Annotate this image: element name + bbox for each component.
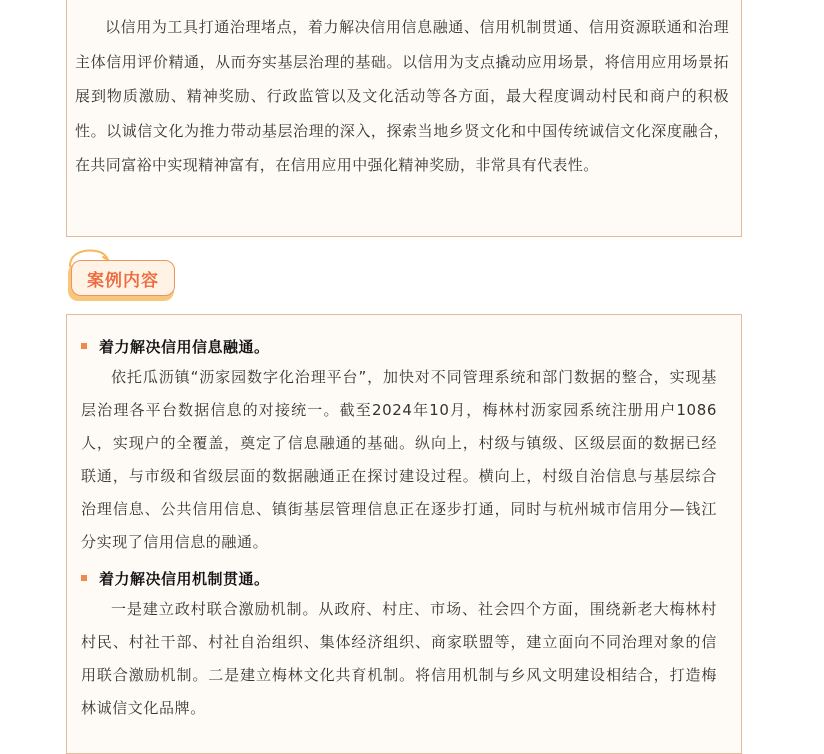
tag-label: 案例内容: [87, 270, 159, 291]
case-content-card: [66, 314, 742, 754]
section-title: 着力解决信用信息融通。: [99, 337, 270, 356]
section-title: 着力解决信用机制贯通。: [99, 569, 270, 588]
section-heading: [81, 563, 717, 593]
bullet-square-icon: [81, 575, 87, 581]
tag-box: [71, 260, 175, 296]
bullet-square-icon: [81, 343, 87, 349]
section-paragraph: 一是建立政村联合激励机制。从政府、村庄、市场、社会四个方面，围绕新老大梅林村村民、村社干部、村社自治组织、集体经济组织、商家联盟等，建立面向不同治理对象的信用联合激励机制。二是建立梅林文化共育机制。将信用机制与乡风文明建设相结合，打造梅林诚信文化品牌。: [81, 600, 717, 717]
section-heading: [81, 331, 717, 361]
section-paragraph: 依托瓜沥镇“沥家园数字化治理平台”，加快对不同管理系统和部门数据的整合，实现基层治理各平台数据信息的对接统一。截至2024年10月，梅林村沥家园系统注册用户1086人，实现户的全覆盖，奠定了信息融通的基础。纵向上，村级与镇级、区级层面的数据已经联通，与市级和省级层面的数据融通正在探讨建设过程。横向上，村级自治信息与基层综合治理信息、公共信用信息、镇街基层管理信息正在逐步打通，同时与杭州城市信用分—钱江分实现了信用信息的融通。: [81, 368, 717, 551]
intro-paragraph: 以信用为工具打通治理堵点，着力解决信用信息融通、信用机制贯通、信用资源联通和治理主体信用评价精通，从而夯实基层治理的基础。以信用为支点撬动应用场景，将信用应用场景拓展到物质激励、精神奖励、行政监管以及文化活动等各方面，最大程度调动村民和商户的积极性。以诚信文化为推力带动基层治理的深入，探索当地乡贤文化和中国传统诚信文化深度融合，在共同富裕中实现精神富有，在信用应用中强化精神奖励，非常具有代表性。: [75, 18, 729, 174]
intro-card: [66, 0, 742, 237]
section-tag: [66, 246, 186, 304]
